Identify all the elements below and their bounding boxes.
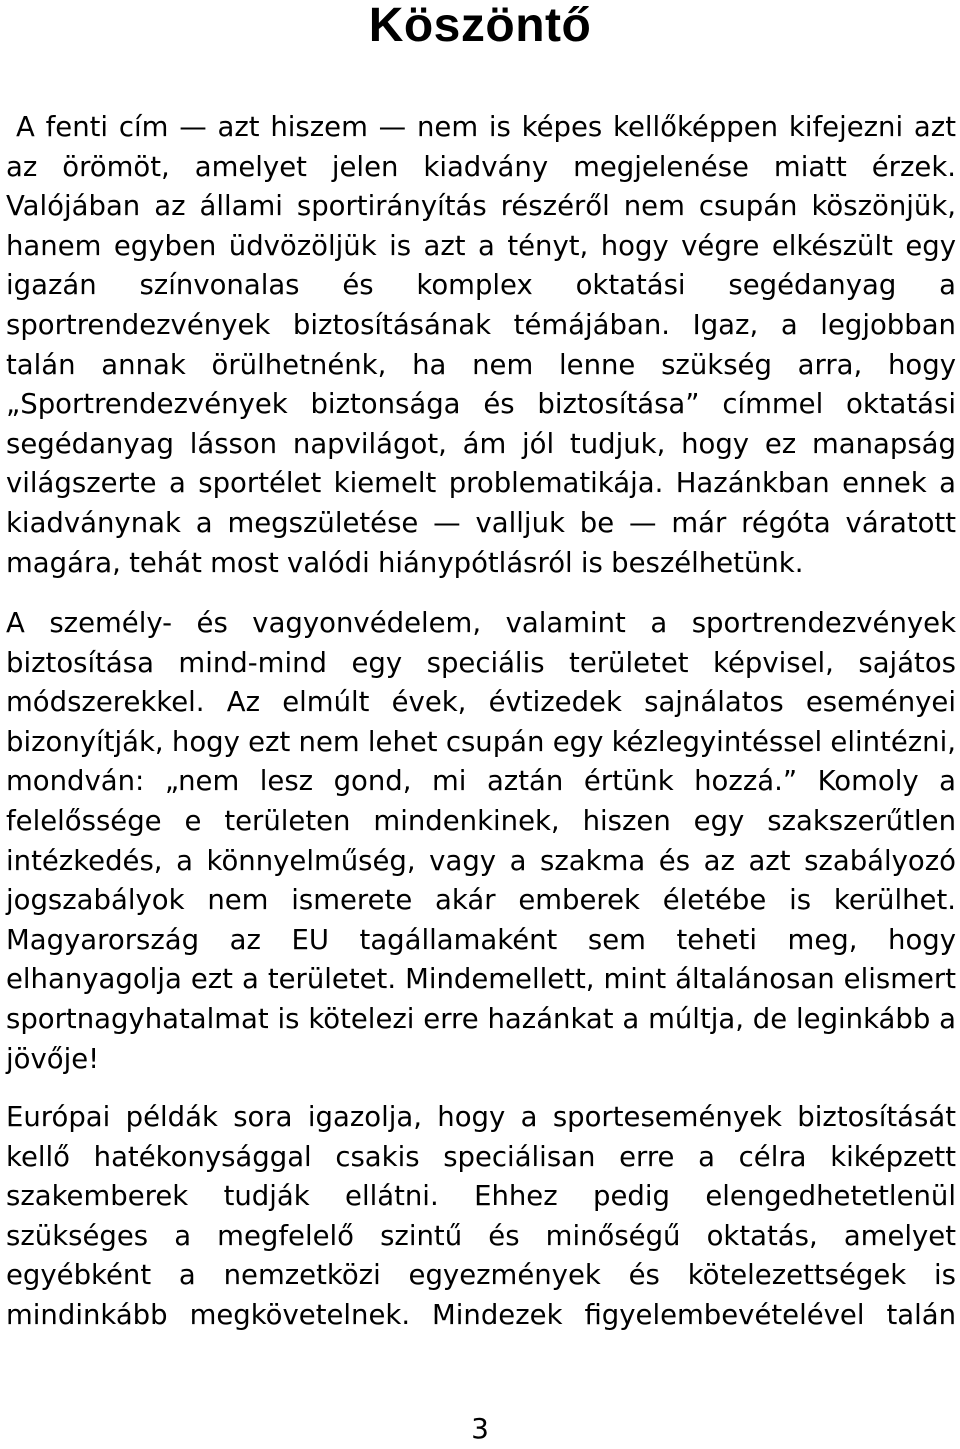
paragraph-intro: A fenti cím — azt hiszem — nem is képes kellőképpen kifejezni azt az örömöt, amelyet jelen kiadvány megjelenése miatt érzek. Valójában az állami sportirányítás részéről nem csupán köszönjük, hanem egyben üdvözöljük is azt a tényt, hogy végre elkészült egy igazán színvonalas és komplex oktatási segédanyag a sportrendezvények biztosításának témájában. Igaz, a legjobban talán annak örülhetnénk, ha nem lenne szükség arra, hogy „Sportrendezvények biztonsága és biztosítása” címmel oktatási segédanyag lásson napvilágot, ám jól tudjuk, hogy ez manapság világszerte a sportélet kiemelt problematikája. Hazánkban ennek a kiadványnak a megszületése — valljuk be — már régóta váratott magára, tehát most valódi hiánypótlásról is beszélhetünk. [6, 111, 956, 579]
page-title: Köszöntő [368, 0, 592, 52]
paragraph-security: A személy- és vagyonvédelem, valamint a sportrendezvények biztosítása mind-mind egy speciális területet képvisel, sajátos módszerekkel. Az elmúlt évek, évtizedek sajnálatos eseményei bizonyítják, hogy ezt nem lehet csupán egy kézlegyintéssel elintézni, mondván: „nem lesz gond, mi aztán értünk hozzá.” Komoly a felelőssége e területen mindenkinek, hiszen egy szakszerűtlen intézkedés, a könnyelműség, vagy a szakma és az azt szabályozó jogszabályok nem ismerete akár emberek életébe is kerülhet. Magyarország az EU tagállamaként sem teheti meg, hogy elhanyagolja ezt a területet. Mindemellett, mint általánosan elismert sportnagyhatalmat is kötelezi erre hazánkat a múltja, de leginkább a jövője! [6, 607, 956, 1075]
page-number: 3 [471, 1412, 489, 1445]
paragraph-european-examples: Európai példák sora igazolja, hogy a sportesemények biztosítását kellő hatékonysággal csakis speciálisan erre a célra kiképzett szakemberek tudják ellátni. Ehhez pedig elengedhetetlenül szükséges a megfelelő szintű és minőségű oktatás, amelyet egyébként a nemzetközi egyezmények és kötelezettségek is mindinkább megkövetelnek. Mindezek figyelembevételével talán [6, 1101, 956, 1331]
